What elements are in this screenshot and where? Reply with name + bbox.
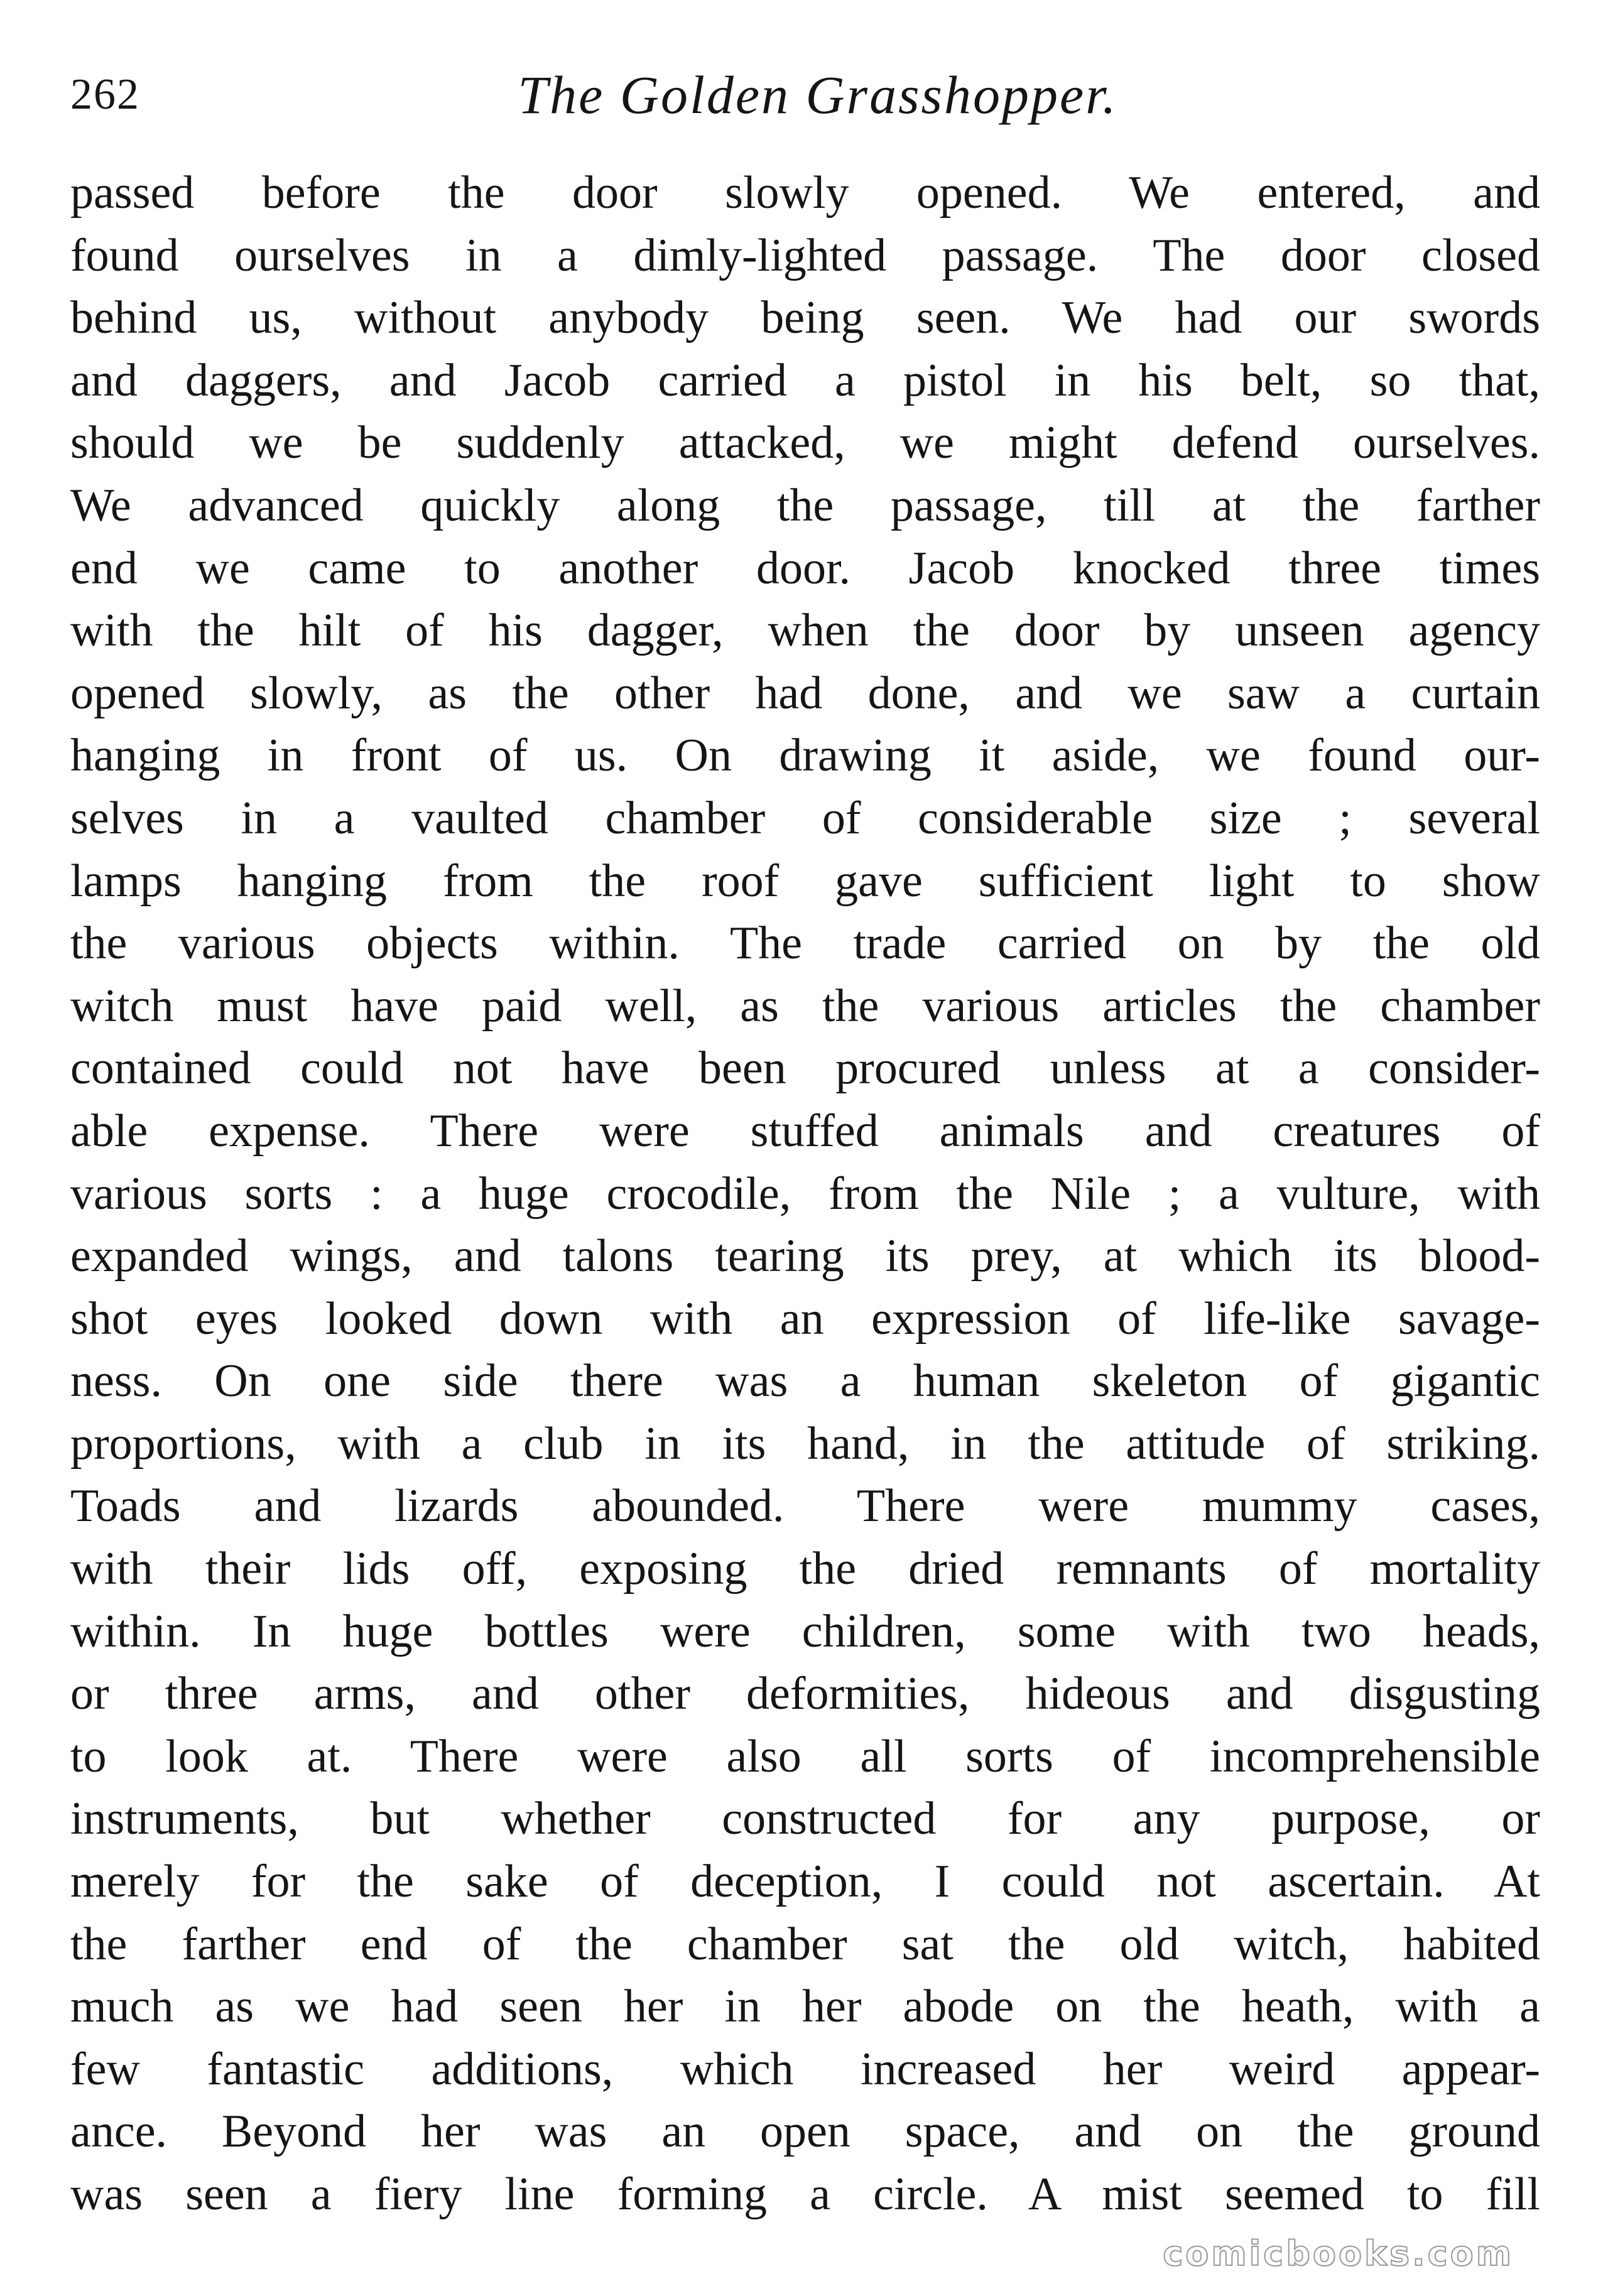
running-title: The Golden Grasshopper. <box>518 65 1118 125</box>
text-line: the various objects within. The trade carried on by the old <box>70 918 1540 970</box>
text-line: end we came to another door. Jacob knocked three times <box>70 542 1540 594</box>
text-line: few fantastic additions, which increased her weird appear- <box>70 2043 1540 2095</box>
text-line: with their lids off, exposing the dried remnants of mortality <box>70 1543 1540 1595</box>
text-line: witch must have paid well, as the various articles the chamber <box>70 980 1540 1032</box>
text-line: behind us, without anybody being seen. We had our swords <box>70 292 1540 344</box>
text-line: to look at. There were also all sorts of incomprehensible <box>70 1730 1540 1782</box>
text-line: found ourselves in a dimly-lighted passage. The door closed <box>70 229 1540 281</box>
text-line: merely for the sake of deception, I could not ascertain. At <box>70 1856 1540 1908</box>
text-line: Toads and lizards abounded. There were mummy cases, <box>70 1480 1540 1532</box>
text-line: or three arms, and other deformities, hideous and disgusting <box>70 1668 1540 1720</box>
text-line: We advanced quickly along the passage, till at the farther <box>70 479 1540 531</box>
page-header <box>70 60 1540 129</box>
text-line: instruments, but whether constructed for any purpose, or <box>70 1793 1540 1845</box>
text-line: much as we had seen her in her abode on the heath, with a <box>70 1981 1540 2033</box>
text-line: lamps hanging from the roof gave sufficient light to show <box>70 855 1540 907</box>
text-line: within. In huge bottles were children, some with two heads, <box>70 1605 1540 1657</box>
text-line: shot eyes looked down with an expression of life-like savage- <box>70 1292 1540 1345</box>
body-text <box>70 162 1540 2226</box>
page-number: 262 <box>70 70 140 119</box>
text-line: and daggers, and Jacob carried a pistol in his belt, so that, <box>70 354 1540 406</box>
text-line: passed before the door slowly opened. We entered, and <box>70 167 1540 219</box>
text-line: hanging in front of us. On drawing it aside, we found our- <box>70 730 1540 782</box>
text-line: with the hilt of his dagger, when the door by unseen agency <box>70 605 1540 657</box>
text-line: was seen a fiery line forming a circle. A mist seemed to fill <box>70 2169 1540 2220</box>
text-line: contained could not have been procured unless at a consider- <box>70 1042 1540 1095</box>
text-line: various sorts : a huge crocodile, from the Nile ; a vulture, with <box>70 1167 1540 1220</box>
text-line: ance. Beyond her was an open space, and on the ground <box>70 2106 1540 2158</box>
text-line: expanded wings, and talons tearing its prey, at which its blood- <box>70 1230 1540 1282</box>
watermark: comicbooks.com <box>1163 2234 1514 2273</box>
text-line: selves in a vaulted chamber of considerable size ; several <box>70 792 1540 844</box>
text-line: should we be suddenly attacked, we might defend ourselves. <box>70 417 1540 469</box>
text-line: opened slowly, as the other had done, and we saw a curtain <box>70 667 1540 719</box>
text-line: able expense. There were stuffed animals and creatures of <box>70 1105 1540 1157</box>
text-line: ness. On one side there was a human skeleton of gigantic <box>70 1355 1540 1407</box>
text-line: the farther end of the chamber sat the old witch, habited <box>70 1918 1540 1970</box>
text-line: proportions, with a club in its hand, in the attitude of striking. <box>70 1417 1540 1470</box>
